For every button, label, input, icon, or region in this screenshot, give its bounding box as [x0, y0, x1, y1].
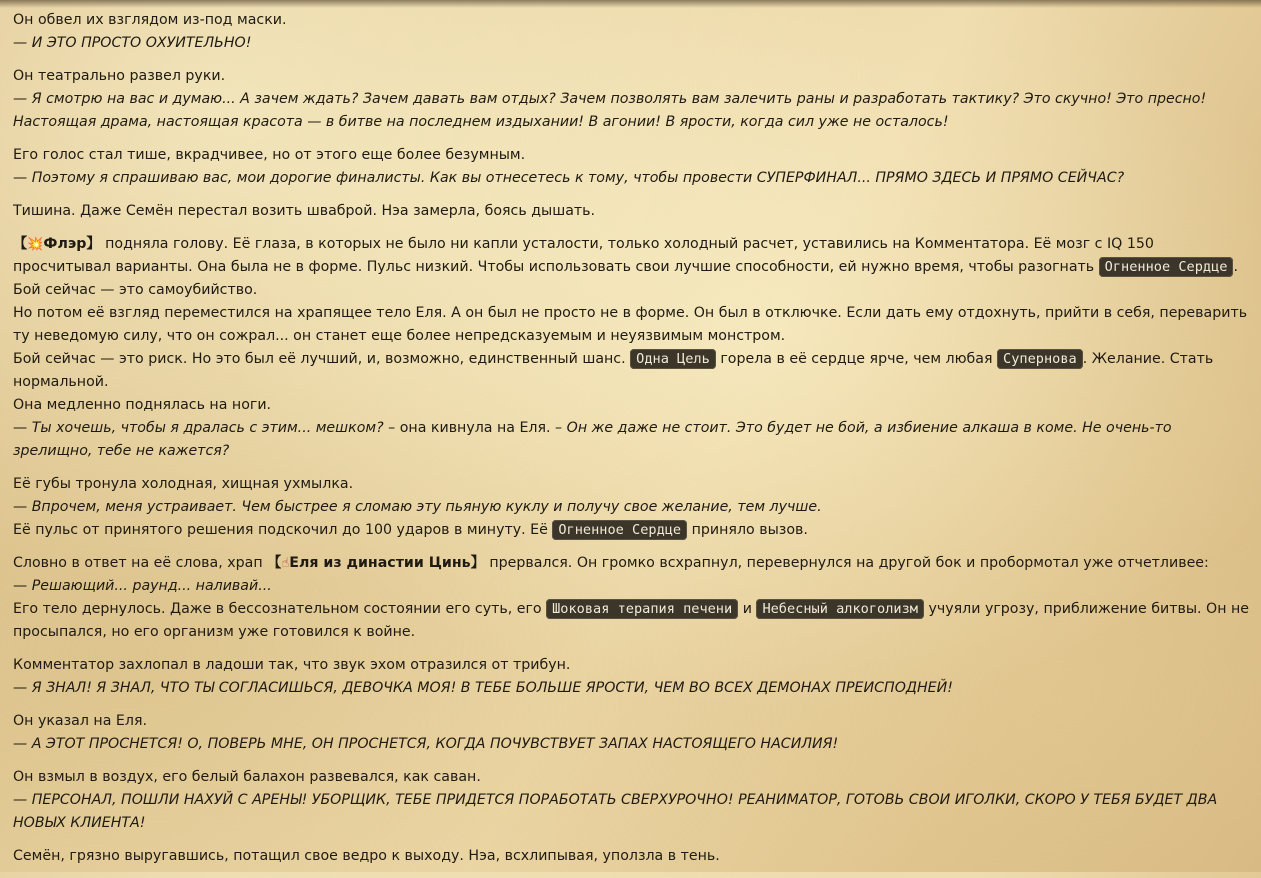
text-line	[13, 496, 1249, 519]
paragraph	[13, 144, 1249, 190]
top-shadow	[0, 0, 1261, 8]
text-line	[13, 144, 1249, 167]
text-line	[13, 302, 1249, 348]
text-line	[13, 417, 1249, 463]
text-line	[13, 575, 1249, 598]
narration-text: Её пульс от принятого решения подскочил до 100 ударов в минуту. Её	[13, 522, 553, 538]
narration-text: учуяли угрозу, приближение битвы. Он не просыпался, но его организм уже готовился к войне.	[13, 601, 1250, 640]
dialogue-text: — ПЕРСОНАЛ, ПОШЛИ НАХУЙ С АРЕНЫ! УБОРЩИК, ТЕБЕ ПРИДЕТСЯ ПОРАБОТАТЬ СВЕРХУРОЧНО! РЕАНИМАТОР, ГОТОВЬ СВОИ ИГОЛКИ, СКОРО У ТЕБЯ БУДЕТ ДВА НОВЫХ КЛИЕНТА!	[13, 792, 1218, 831]
text-line	[13, 677, 1249, 700]
dialogue-text: — А ЭТОТ ПРОСНЕТСЯ! О, ПОВЕРЬ МНЕ, ОН ПРОСНЕТСЯ, КОГДА ПОЧУВСТВУЕТ ЗАПАХ НАСТОЯЩЕГО НАСИЛИЯ!	[13, 736, 839, 752]
text-line	[13, 789, 1249, 835]
paragraph	[13, 200, 1249, 223]
text-line	[13, 200, 1249, 223]
ability-tag: Шоковая терапия печени	[546, 599, 738, 619]
narration-text: . Желание. Стать нормальной.	[13, 351, 1214, 390]
text-line	[13, 733, 1249, 756]
narration-text: и	[738, 601, 757, 617]
text-line	[13, 473, 1249, 496]
character-emoji-icon: 💥	[27, 237, 44, 252]
narration-text: Тишина. Даже Семён перестал возить шваброй. Нэа замерла, боясь дышать.	[13, 203, 596, 219]
text-line	[13, 167, 1249, 190]
text-line	[13, 348, 1249, 394]
character-name: Еля из династии Цинь】	[289, 555, 485, 571]
ability-tag: Небесный алкоголизм	[756, 599, 924, 619]
narration-text: Её губы тронула холодная, хищная ухмылка.	[13, 476, 354, 492]
text-line	[13, 552, 1249, 575]
paragraph	[13, 65, 1249, 134]
paragraph	[13, 552, 1249, 644]
text-line	[13, 766, 1249, 789]
character-name: 【	[267, 555, 282, 571]
dialogue-text: — Я ЗНАЛ! Я ЗНАЛ, ЧТО ТЫ СОГЛАСИШЬСЯ, ДЕВОЧКА МОЯ! В ТЕБЕ БОЛЬШЕ ЯРОСТИ, ЧЕМ ВО ВСЕХ ДЕМОНАХ ПРЕИСПОДНЕЙ!	[13, 680, 953, 696]
text-line	[13, 394, 1249, 417]
ability-tag: Супернова	[997, 349, 1083, 369]
narration-text: Он театрально развел руки.	[13, 68, 226, 84]
paragraph	[13, 766, 1249, 835]
narration-text: Его голос стал тише, вкрадчивее, но от этого еще более безумным.	[13, 147, 526, 163]
ability-tag: Одна Цель	[630, 349, 716, 369]
narration-text: приняло вызов.	[687, 522, 808, 538]
narration-text: Бой сейчас — это риск. Но это был её лучший, и, возможно, единственный шанс.	[13, 351, 631, 367]
narration-text: Но потом её взгляд переместился на храпящее тело Еля. А он был не просто не в форме. Он был в отключке. Если дать ему отдохнуть, прийти в себя, переварить ту неведомую силу, что он сожрал... он станет еще более непредсказуемым и неуязвимым монстром.	[13, 305, 1248, 344]
story-text	[13, 9, 1249, 878]
dialogue-text: — Решающий... раунд... наливай...	[13, 578, 272, 594]
narration-text: Он указал на Еля.	[13, 713, 147, 729]
character-name: 【	[13, 236, 28, 252]
text-line	[13, 233, 1249, 302]
narration-text: . Бой сейчас — это самоубийство.	[13, 259, 1238, 298]
character-name: Флэр】	[43, 236, 101, 252]
paragraph	[13, 473, 1249, 542]
narration-text: Семён, грязно выругавшись, потащил свое ведро к выходу. Нэа, всхлипывая, уползла в тень.	[13, 848, 720, 864]
dialogue-text: Он же даже не стоит. Это будет не бой, а избиение алкаша в коме. Не очень-то зрелищно, тебе не кажется?	[13, 420, 1172, 459]
dialogue-text: — И ЭТО ПРОСТО ОХУИТЕЛЬНО!	[13, 35, 252, 51]
narration-text: подняла голову. Её глаза, в которых не было ни капли усталости, только холодный расчет, уставились на Комментатора. Её мозг с IQ 150 просчитывал варианты. Она была не в форме. Пульс низкий. Чтобы использовать свои лучшие способности, ей нужно время, чтобы разогнать	[13, 236, 1154, 275]
dialogue-text: — Ты хочешь, чтобы я дралась с этим... мешком?	[13, 420, 384, 436]
narration-text: Его тело дернулось. Даже в бессознательном состоянии его суть, его	[13, 601, 547, 617]
text-line	[13, 65, 1249, 88]
text-line	[13, 654, 1249, 677]
dialogue-text: — Я смотрю на вас и думаю... А зачем ждать? Зачем давать вам отдых? Зачем позволять вам залечить раны и разработать тактику? Это скучно! Это пресно! Настоящая драма, настоящая красота — в битве на последнем издыхании! В агонии! В ярости, когда сил уже не осталось!	[13, 91, 1207, 130]
text-line	[13, 845, 1249, 868]
paragraph	[13, 845, 1249, 868]
narration-text: Словно в ответ на её слова, храп	[13, 555, 268, 571]
text-line	[13, 710, 1249, 733]
text-line	[13, 9, 1249, 32]
narration-text: Комментатор захлопал в ладоши так, что звук эхом отразился от трибун.	[13, 657, 571, 673]
narration-text: Он взмыл в воздух, его белый балахон развевался, как саван.	[13, 769, 481, 785]
ability-tag: Огненное Сердце	[552, 520, 687, 540]
dialogue-text: — Поэтому я спрашиваю вас, мои дорогие финалисты. Как вы отнесетесь к тому, чтобы провести СУПЕРФИНАЛ... ПРЯМО ЗДЕСЬ И ПРЯМО СЕЙЧАС?	[13, 170, 1125, 186]
paragraph	[13, 9, 1249, 55]
text-line	[13, 32, 1249, 55]
text-line	[13, 598, 1249, 644]
dialogue-text: — Впрочем, меня устраивает. Чем быстрее я сломаю эту пьяную куклу и получу свое желание, тем лучше.	[13, 499, 822, 515]
text-line	[13, 88, 1249, 134]
paragraph	[13, 233, 1249, 463]
narration-text: Он обвел их взглядом из-под маски.	[13, 12, 287, 28]
narration-text: горела в её сердце ярче, чем любая	[715, 351, 998, 367]
text-line	[13, 519, 1249, 542]
ability-tag: Огненное Сердце	[1099, 257, 1234, 277]
narration-text: прервался. Он громко всхрапнул, перевернулся на другой бок и пробормотал уже отчетливее:	[484, 555, 1209, 571]
character-emoji-icon: ☝	[281, 556, 290, 571]
paragraph	[13, 654, 1249, 700]
paragraph	[13, 710, 1249, 756]
narration-text: – она кивнула на Еля. –	[383, 420, 567, 436]
narration-text: Она медленно поднялась на ноги.	[13, 397, 272, 413]
